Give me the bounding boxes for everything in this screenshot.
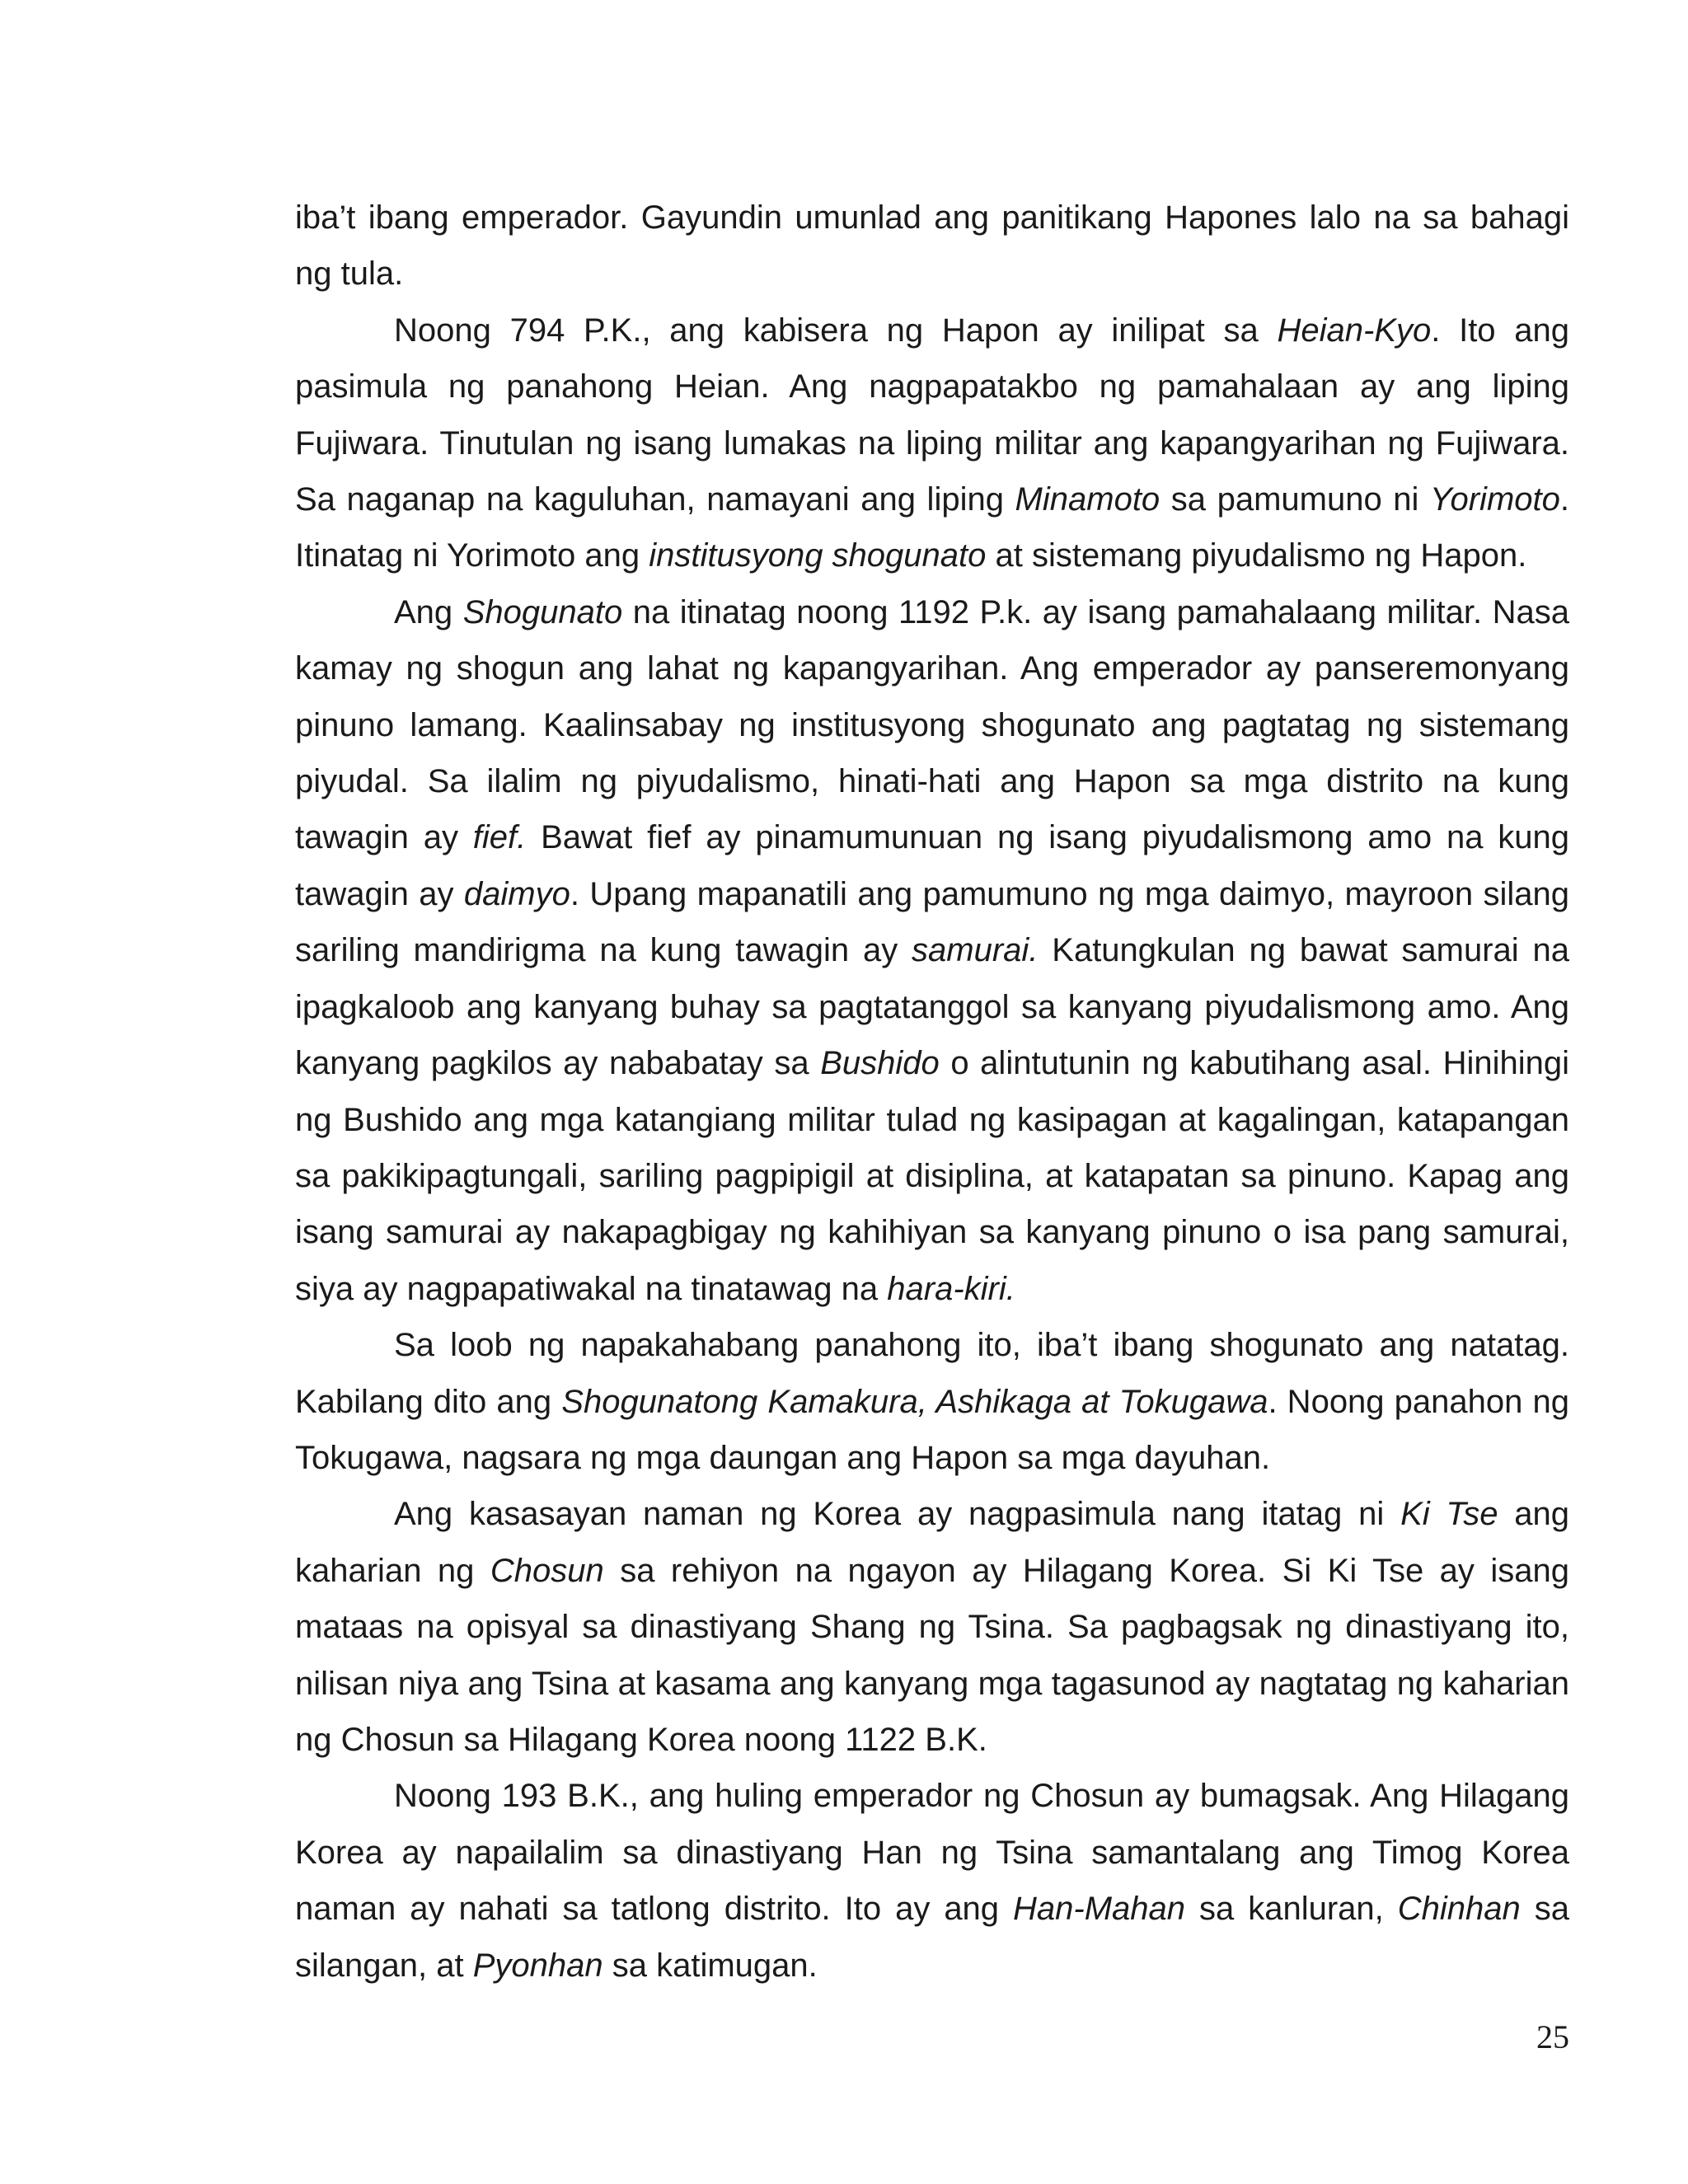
italic-term: hara-kiri. bbox=[887, 1270, 1015, 1307]
italic-term: samurai. bbox=[912, 932, 1039, 969]
text-run: Ang kasasayan naman ng Korea ay nagpasimula nang itatag ni bbox=[394, 1496, 1401, 1533]
text-run: sa pamumuno ni bbox=[1160, 481, 1431, 518]
italic-term: Minamoto bbox=[1015, 481, 1160, 518]
text-run: . Itinatag ni Yorimoto ang bbox=[295, 481, 1569, 574]
italic-term: institusyong shogunato bbox=[649, 537, 987, 574]
text-run: o alintutunin ng kabutihang asal. Hinihingi ng Bushido ang mga katangiang militar tulad ng kasipagan at kagalingan, katapangan sa pakikipagtungali, sariling pagpipigil at disiplina, at katapatan sa pinuno. Kapag ang isang samurai ay nakapagbigay ng kahihiyan sa kanyang pinuno o isa pang samurai, siya ay nagpapatiwakal na tinatawag na bbox=[295, 1045, 1569, 1307]
paragraph bbox=[295, 1317, 1569, 1486]
text-run: ang kaharian ng bbox=[295, 1496, 1569, 1589]
paragraph bbox=[295, 584, 1569, 1317]
italic-term: Pyonhan bbox=[472, 1947, 603, 1984]
text-run: Katungkulan ng bawat samurai na ipagkaloob ang kanyang buhay sa pagtatanggol sa kanyang piyudalismong amo. Ang kanyang pagkilos ay nababatay sa bbox=[295, 932, 1569, 1082]
paragraph bbox=[295, 190, 1569, 302]
italic-term: Yorimoto bbox=[1430, 481, 1560, 518]
text-run: sa katimugan. bbox=[603, 1947, 818, 1984]
text-run: Ang bbox=[394, 593, 463, 630]
italic-term: Chosun bbox=[490, 1552, 604, 1589]
text-run: Bawat fief ay pinamumunuan ng isang piyudalismong amo na kung tawagin ay bbox=[295, 819, 1570, 912]
text-run: sa kanluran, bbox=[1185, 1891, 1398, 1928]
text-run: . Upang mapanatili ang pamumuno ng mga daimyo, mayroon silang sariling mandirigma na kung tawagin ay bbox=[295, 875, 1570, 969]
text-run: iba’t ibang emperador. Gayundin umunlad ang panitikang Hapones lalo na sa bahagi ng tula. bbox=[295, 199, 1569, 293]
italic-term: Shogunatong Kamakura, Ashikaga at Tokugawa bbox=[561, 1383, 1268, 1420]
text-run: Noong 794 P.K., ang kabisera ng Hapon ay inilipat sa bbox=[394, 312, 1278, 349]
italic-term: Chinhan bbox=[1397, 1891, 1521, 1928]
text-run: sa silangan, at bbox=[295, 1891, 1570, 1984]
italic-term: fief. bbox=[472, 819, 527, 856]
page-number: 25 bbox=[1536, 2018, 1569, 2055]
italic-term: daimyo bbox=[463, 875, 570, 912]
paragraph bbox=[295, 302, 1569, 584]
italic-term: Heian-Kyo bbox=[1277, 312, 1432, 349]
text-run: . Ito ang pasimula ng panahong Heian. Ang nagpapatakbo ng pamahalaan ay ang liping Fujiwara. Tinutulan ng isang lumakas na liping militar ang kapangyarihan ng Fujiwara. Sa naganap na kaguluhan, namayani ang liping bbox=[295, 312, 1570, 518]
text-run: at sistemang piyudalismo ng Hapon. bbox=[986, 537, 1527, 574]
text-run: na itinatag noong 1192 P.k. ay isang pamahalaang militar. Nasa kamay ng shogun ang lahat ng kapangyarihan. Ang emperador ay panseremonyang pinuno lamang. Kaalinsabay ng institusyong shogunato ang pagtatag ng sistemang piyudal. Sa ilalim ng piyudalismo, hinati-hati ang Hapon sa mga distrito na kung tawagin ay bbox=[295, 593, 1569, 856]
page-body-text bbox=[295, 190, 1569, 1994]
text-run: sa rehiyon na ngayon ay Hilagang Korea. Si Ki Tse ay isang mataas na opisyal sa dinastiyang Shang ng Tsina. Sa pagbagsak ng dinastiyang ito, nilisan niya ang Tsina at kasama ang kanyang mga tagasunod ay nagtatag ng kaharian ng Chosun sa Hilagang Korea noong 1122 B.K. bbox=[295, 1552, 1569, 1758]
text-run: Noong 193 B.K., ang huling emperador ng Chosun ay bumagsak. Ang Hilagang Korea ay napailalim sa dinastiyang Han ng Tsina samantalang ang Timog Korea naman ay nahati sa tatlong distrito. Ito ay ang bbox=[295, 1778, 1569, 1928]
italic-term: Shogunato bbox=[462, 593, 623, 630]
text-run: . Noong panahon ng Tokugawa, nagsara ng mga daungan ang Hapon sa mga dayuhan. bbox=[295, 1383, 1569, 1476]
paragraph bbox=[295, 1486, 1569, 1768]
italic-term: Ki Tse bbox=[1400, 1496, 1498, 1533]
paragraph bbox=[295, 1768, 1569, 1994]
italic-term: Bushido bbox=[820, 1045, 940, 1082]
text-run: Sa loob ng napakahabang panahong ito, iba’t ibang shogunato ang natatag. Kabilang dito ang bbox=[295, 1327, 1569, 1420]
italic-term: Han-Mahan bbox=[1013, 1891, 1186, 1928]
